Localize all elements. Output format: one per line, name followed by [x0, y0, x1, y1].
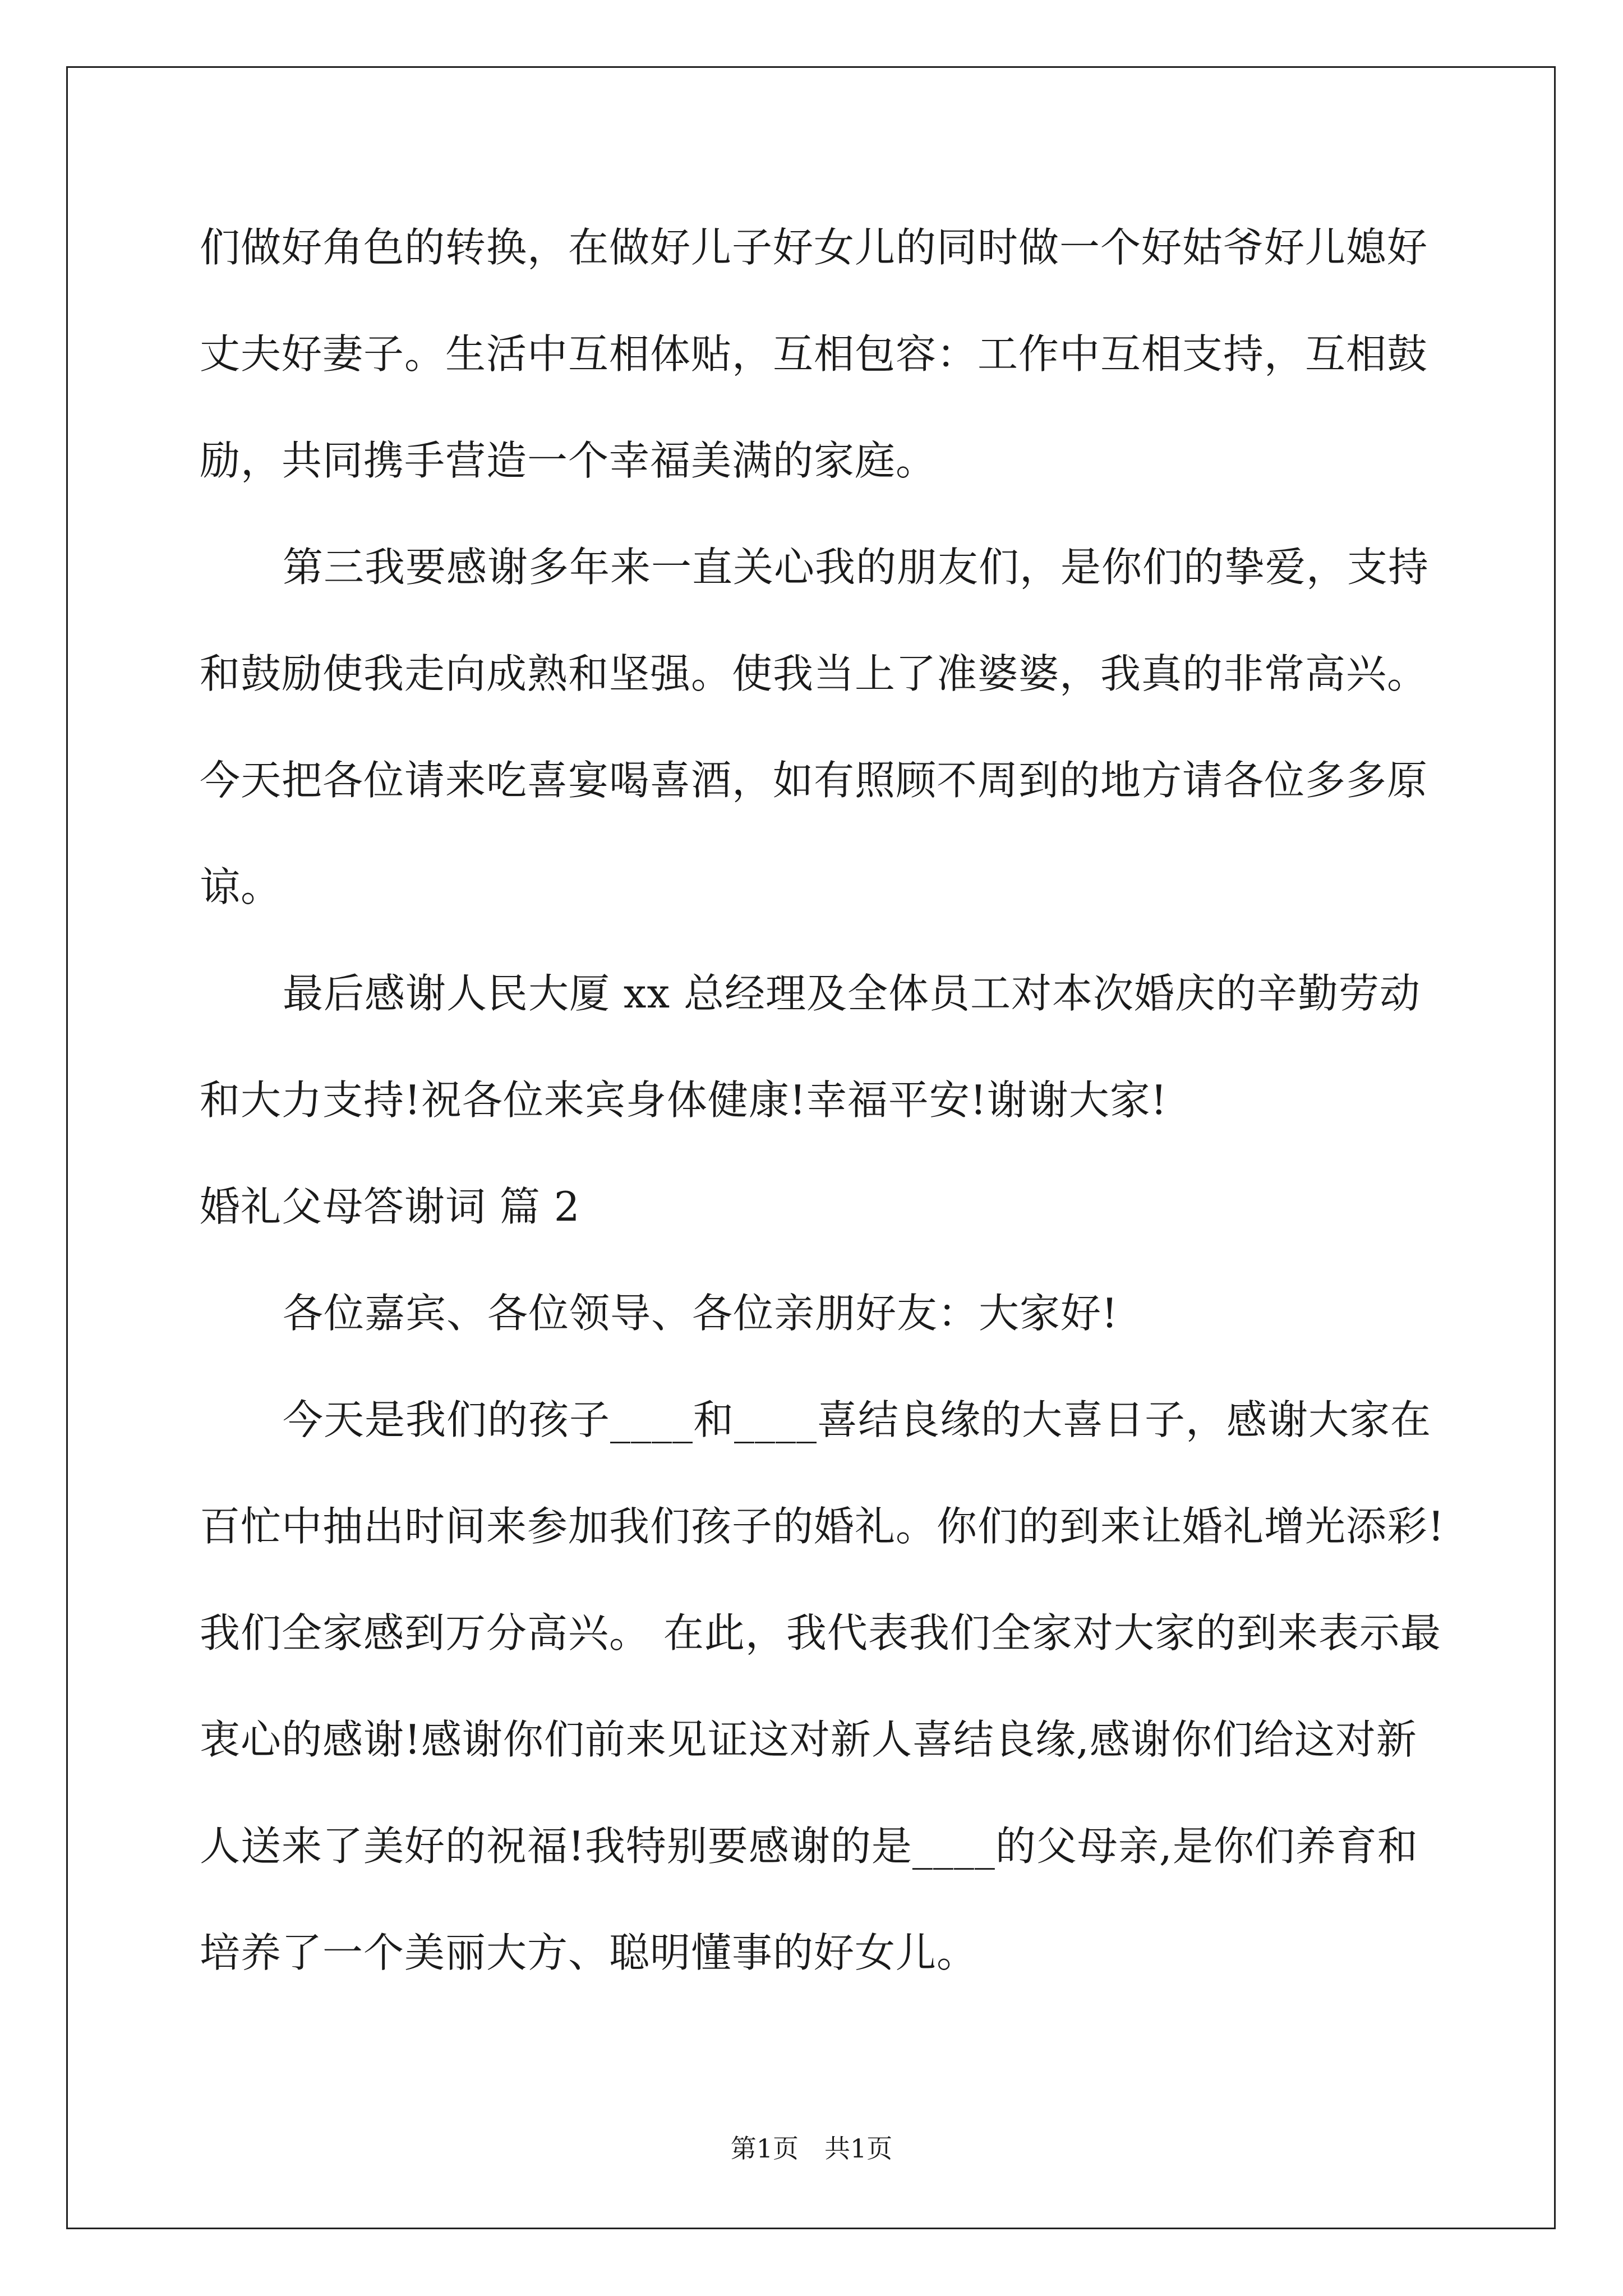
text-line-1: 们做好角色的转换，在做好儿子好女儿的同时做一个好姑爷好儿媳好	[200, 224, 1428, 271]
text-line-12: 今天是我们的孩子____和____喜结良缘的大喜日子，感谢大家在	[283, 1396, 1432, 1443]
text-line-11: 各位嘉宾、各位领导、各位亲朋好友：大家好!	[283, 1290, 1118, 1337]
page-footer: 第1页 共1页	[730, 2133, 893, 2164]
text-line-3: 励，共同携手营造一个幸福美满的家庭。	[200, 437, 937, 484]
text-line-8: 最后感谢人民大厦 xx 总经理及全体员工对本次婚庆的辛勤劳动	[283, 970, 1421, 1017]
text-line-16: 人送来了美好的祝福!我特别要感谢的是____的父母亲,是你们养育和	[200, 1823, 1418, 1870]
text-line-14: 我们全家感到万分高兴。 在此，我代表我们全家对大家的到来表示最	[200, 1609, 1441, 1657]
document-body	[200, 211, 1445, 2023]
section-heading: 婚礼父母答谢词 篇 2	[200, 1183, 580, 1230]
text-line-5: 和鼓励使我走向成熟和坚强。使我当上了准婆婆，我真的非常高兴。	[200, 650, 1428, 697]
text-line-13: 百忙中抽出时间来参加我们孩子的婚礼。你们的到来让婚礼增光添彩!	[200, 1503, 1445, 1550]
text-line-4: 第三我要感谢多年来一直关心我的朋友们，是你们的挚爱，支持	[283, 544, 1430, 591]
text-line-9: 和大力支持!祝各位来宾身体健康!幸福平安!谢谢大家!	[200, 1076, 1168, 1124]
text-line-17: 培养了一个美丽大方、聪明懂事的好女儿。	[200, 1929, 978, 1976]
text-line-7: 谅。	[200, 863, 282, 910]
text-line-15: 衷心的感谢!感谢你们前来见证这对新人喜结良缘,感谢你们给这对新	[200, 1716, 1417, 1763]
text-line-6: 今天把各位请来吃喜宴喝喜酒，如有照顾不周到的地方请各位多多原	[200, 757, 1428, 804]
text-line-2: 丈夫好妻子。生活中互相体贴，互相包容：工作中互相支持，互相鼓	[200, 330, 1428, 378]
